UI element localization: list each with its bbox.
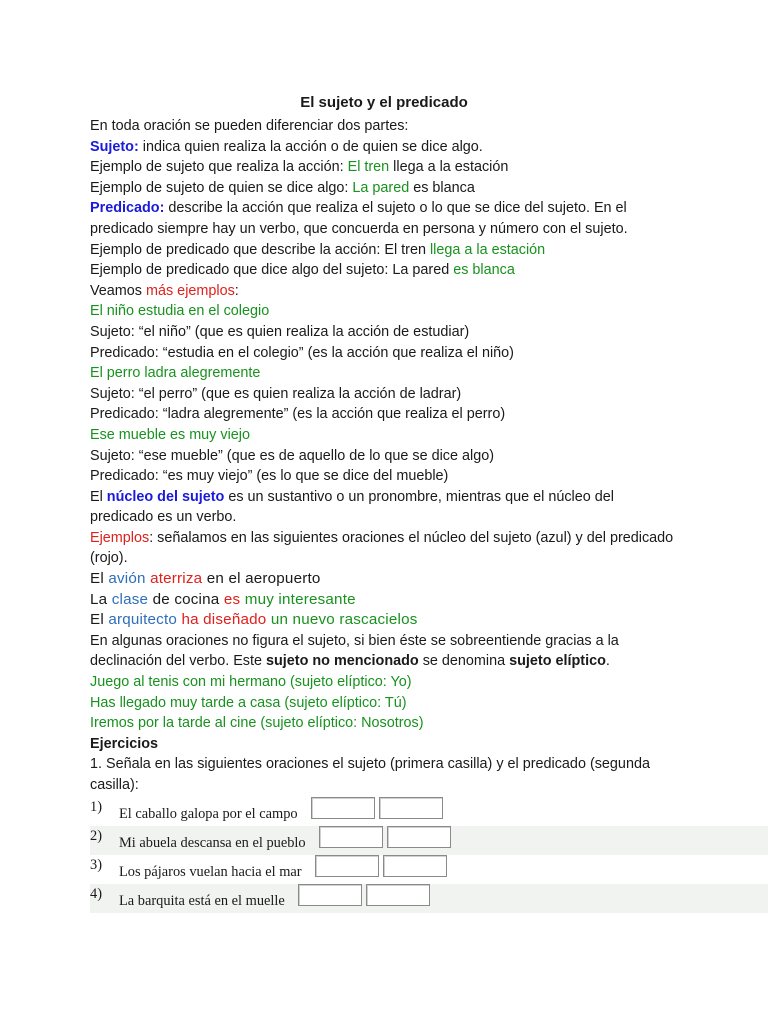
- ejercicios-heading: Ejercicios: [90, 735, 158, 752]
- text-prefix: El: [90, 488, 107, 505]
- predicate-nucleus: aterriza: [150, 570, 203, 588]
- highlight-green: El tren: [347, 159, 390, 176]
- exercise-item: [90, 826, 768, 855]
- text: El: [90, 570, 109, 588]
- subject-answer-box[interactable]: [298, 884, 362, 906]
- exercise-number: 4): [90, 886, 102, 902]
- highlight-green: llega a la estación: [429, 241, 546, 258]
- veamos-line: [90, 281, 680, 302]
- exercise-instruction: 1. Señala en las siguientes oraciones el sujeto (primera casilla) y el predicado (segunda casilla):: [90, 756, 650, 793]
- example-sentence: El perro ladra alegremente: [90, 365, 261, 382]
- text-suffix: llega a la estación: [389, 159, 509, 176]
- sujeto-label: Sujeto:: [90, 138, 139, 155]
- example-predicate-said: [90, 260, 680, 281]
- text: de cocina: [148, 590, 224, 608]
- exercise-sentence: El caballo galopa por el campo: [119, 806, 298, 822]
- exercise-sentence: Los pájaros vuelan hacia el mar: [119, 864, 302, 880]
- predicate-answer-box[interactable]: [383, 855, 447, 877]
- eliptico-paragraph: [90, 631, 680, 672]
- text-prefix: Ejemplo de sujeto que realiza la acción:: [90, 159, 348, 176]
- text: .: [605, 653, 610, 670]
- text: se denomina: [418, 653, 510, 670]
- highlight-blue-bold: núcleo del sujeto: [106, 488, 225, 505]
- example-subject-action: [90, 157, 680, 178]
- subject-answer-box[interactable]: [311, 797, 375, 819]
- text-prefix: Ejemplo de sujeto de quien se dice algo:: [90, 179, 353, 196]
- exercise-item: [90, 884, 768, 913]
- example-sentence: Ese mueble es muy viejo: [90, 426, 250, 443]
- predicate-nucleus: ha diseñado: [181, 611, 267, 629]
- sujeto-definition: [90, 137, 680, 158]
- example-subject: Sujeto: “ese mueble” (que es de aquello de lo que se dice algo): [90, 447, 494, 464]
- example-predicate: Predicado: “es muy viejo” (es lo que se dice del mueble): [90, 468, 449, 485]
- nucleo-paragraph: [90, 487, 680, 528]
- example-subject: Sujeto: “el perro” (que es quien realiza la acción de ladrar): [90, 385, 462, 402]
- highlight-red: Ejemplos: [90, 529, 150, 546]
- text-suffix: es un sustantivo o un pronombre, mientras que el núcleo del predicado es un verbo.: [90, 488, 614, 526]
- exercise-sentence: Mi abuela descansa en el pueblo: [119, 835, 306, 851]
- predicate-answer-box[interactable]: [366, 884, 430, 906]
- text: En algunas oraciones no figura el sujeto, si bien éste se sobreentiende gracias a la declinación del verbo. Este: [90, 632, 619, 670]
- subject-nucleus: avión: [108, 570, 146, 588]
- example-predicate-action: [90, 240, 680, 261]
- exercise-number: 1): [90, 799, 102, 815]
- example-predicate: Predicado: “estudia en el colegio” (es la acción que realiza el niño): [90, 344, 514, 361]
- subject-nucleus: clase: [111, 590, 149, 608]
- nucleo-example: [90, 569, 680, 590]
- example-sentence: El niño estudia en el colegio: [90, 303, 270, 320]
- subject-answer-box[interactable]: [315, 855, 379, 877]
- text-prefix: Veamos: [90, 282, 146, 299]
- eliptico-example: Juego al tenis con mi hermano (sujeto elíptico: Yo): [90, 674, 412, 691]
- text-suffix: :: [234, 282, 239, 299]
- sujeto-text: indica quien realiza la acción o de quien se dice algo.: [138, 138, 483, 155]
- eliptico-example: Has llegado muy tarde a casa (sujeto elíptico: Tú): [90, 694, 407, 711]
- predicate-answer-box[interactable]: [387, 826, 451, 848]
- nucleo-example: [90, 610, 680, 631]
- highlight-red: más ejemplos: [146, 282, 235, 299]
- subject-answer-box[interactable]: [319, 826, 383, 848]
- example-predicate: Predicado: “ladra alegremente” (es la acción que realiza el perro): [90, 406, 506, 423]
- exercise-number: 2): [90, 828, 102, 844]
- page-title: El sujeto y el predicado: [300, 94, 468, 111]
- predicate-rest: muy interesante: [240, 590, 356, 608]
- text-suffix: : señalamos en las siguientes oraciones el núcleo del sujeto (azul) y del predicado (rojo).: [90, 529, 674, 567]
- text-prefix: Ejemplo de predicado que dice algo del sujeto: La pared: [90, 262, 454, 279]
- predicado-definition: [90, 198, 680, 239]
- highlight-green: La pared: [352, 179, 410, 196]
- subject-nucleus: arquitecto: [108, 611, 178, 629]
- text-suffix: es blanca: [409, 179, 475, 196]
- ejemplos-paragraph: [90, 528, 680, 569]
- predicate-nucleus: es: [223, 590, 241, 608]
- bold-term: sujeto elíptico: [509, 653, 606, 670]
- example-subject: Sujeto: “el niño” (que es quien realiza la acción de estudiar): [90, 323, 470, 340]
- predicado-text: describe la acción que realiza el sujeto o lo que se dice del sujeto. En el predicado siempre hay un verbo, que concuerda en persona y número con el sujeto.: [90, 200, 628, 237]
- highlight-green: es blanca: [453, 262, 515, 279]
- intro-line: En toda oración se pueden diferenciar dos partes:: [90, 118, 409, 134]
- text: en el aeropuerto: [202, 570, 321, 588]
- eliptico-example: Iremos por la tarde al cine (sujeto elíptico: Nosotros): [90, 715, 424, 732]
- bold-term: sujeto no mencionado: [266, 653, 419, 670]
- text-prefix: Ejemplo de predicado que describe la acción: El tren: [90, 241, 430, 258]
- text: El: [90, 611, 109, 629]
- exercise-number: 3): [90, 857, 102, 873]
- predicate-answer-box[interactable]: [379, 797, 443, 819]
- predicado-label: Predicado:: [90, 200, 165, 217]
- exercise-sentence: La barquita está en el muelle: [119, 893, 285, 909]
- text: La: [90, 590, 112, 608]
- example-subject-said: [90, 178, 680, 199]
- nucleo-example: [90, 590, 680, 611]
- predicate-rest: un nuevo rascacielos: [266, 611, 418, 629]
- document-body: [90, 116, 680, 796]
